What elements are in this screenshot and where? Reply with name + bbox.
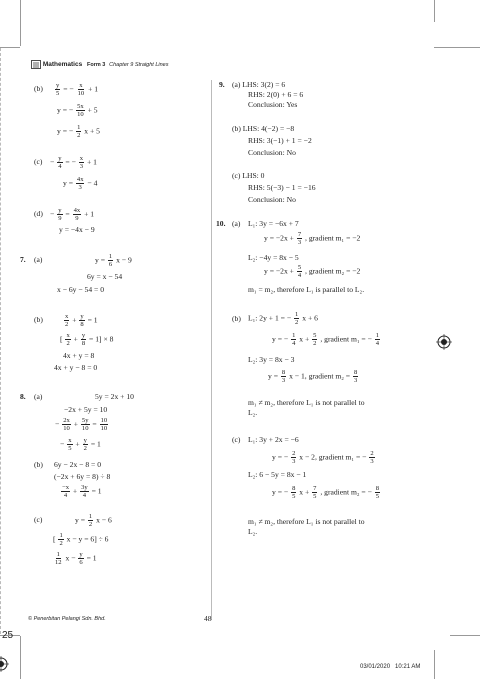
- equation-line: y = $\frac{4x}{3}$ − 4: [63, 176, 98, 191]
- equation-line: RHS: 2(0) + 6 = 6: [248, 90, 304, 99]
- equation-line: y = −2x + $\frac{5}{4}$ , gradient m₂ = −2: [264, 264, 361, 279]
- registration-target-icon: [0, 656, 9, 672]
- equation-line: L₁: 3y + 2x = −6: [248, 435, 299, 444]
- registration-target-icon: [436, 334, 452, 350]
- conclusion-text: Conclusion: No: [248, 148, 296, 157]
- part-label: (b): [34, 460, 43, 469]
- equation-line: − $\frac{y}{9}$ = $\frac{4x}{9}$ + 1: [50, 207, 95, 222]
- equation-line: y = − $\frac{1}{4}$ x + $\frac{5}{2}$ , gradient m₁ = − $\frac{1}{4}$: [272, 332, 380, 347]
- conclusion-text: L₂.: [248, 527, 258, 536]
- side-number: 25: [2, 630, 14, 641]
- part-label: (b): [232, 314, 241, 323]
- equation-line: L₂: −4y = 8x − 5: [248, 253, 299, 262]
- question-number: 10.: [216, 219, 226, 228]
- part-label: (b): [34, 315, 43, 324]
- part-label: (b): [34, 84, 43, 93]
- equation-line: 4x + y − 8 = 0: [54, 363, 98, 372]
- equation-line: 6y − 2x − 8 = 0: [54, 460, 102, 469]
- part-label: (a): [34, 392, 43, 401]
- equation-line: RHS: 3(−1) + 1 = −2: [248, 136, 312, 145]
- question-number: 7.: [20, 255, 26, 264]
- equation-line: (b) LHS: 4(−2) = −8: [232, 124, 295, 133]
- subject-title: Mathematics: [42, 61, 83, 69]
- equation-line: −2x + 5y = 10: [64, 405, 108, 414]
- publisher-credit: © Penerbitan Pelangi Sdn. Bhd.: [28, 616, 106, 622]
- equation-line: y = − $\frac{2}{3}$ x − 2, gradient m₁ = − $\frac{2}{3}$: [272, 450, 374, 465]
- conclusion-text: Conclusion: Yes: [248, 100, 298, 109]
- part-label: (c): [34, 157, 43, 166]
- equation-line: − $\frac{2x}{10}$ + $\frac{5y}{10}$ = $\frac{10}{10}$: [55, 417, 108, 432]
- conclusion-text: m₁ ≠ m₂, therefore L₁ is not parallel to: [248, 517, 365, 526]
- equation-line: y = − $\frac{5x}{10}$ + 5: [57, 103, 98, 118]
- page-header: [31, 60, 168, 69]
- crop-mark: [20, 636, 21, 679]
- part-label: (a): [232, 219, 241, 228]
- trim-line: [0, 48, 1, 634]
- equation-line: y = − $\frac{1}{2}$ x + 5: [57, 124, 100, 139]
- equation-line: y = − $\frac{8}{5}$ x + $\frac{7}{5}$ , gradient m₂ = − $\frac{8}{5}$: [272, 485, 380, 500]
- equation-line: y = $\frac{1}{2}$ x − 6: [75, 513, 112, 528]
- part-label: (c): [232, 435, 241, 444]
- equation-line: 4x + y = 8: [63, 351, 95, 360]
- equation-line: y = −2x + $\frac{7}{3}$ , gradient m₁ = −2: [264, 231, 361, 246]
- equation-line: x − 6y − 54 = 0: [57, 285, 105, 294]
- equation-line: 5y = 2x + 10: [95, 392, 134, 401]
- column-divider: [211, 80, 212, 620]
- equation-line: (−2x + 6y = 8) ÷ 8: [54, 472, 111, 481]
- equation-line: (c) LHS: 0: [232, 171, 265, 180]
- part-label: (d): [34, 209, 43, 218]
- equation-line: L₁: 2y + 1 = − $\frac{1}{2}$ x + 6: [248, 311, 318, 326]
- equation-line: y = −4x − 9: [59, 225, 95, 234]
- book-logo-icon: [31, 60, 41, 69]
- equation-line: 6y = x − 54: [87, 272, 123, 281]
- crop-mark: [434, 650, 435, 679]
- conclusion-text: Conclusion: No: [248, 195, 296, 204]
- equation-line: − $\frac{x}{5}$ + $\frac{y}{2}$ = 1: [60, 437, 101, 452]
- conclusion-text: L₂.: [248, 408, 258, 417]
- equation-line: [ $\frac{x}{2}$ + $\frac{y}{8}$ = 1] × 8: [60, 332, 114, 347]
- equation-line: y = $\frac{8}{3}$ x − 1, gradient m₂ = $\frac{8}{3}$: [268, 369, 358, 384]
- crop-mark: [0, 47, 20, 48]
- equation-line: (a) LHS: 3(2) = 6: [232, 80, 286, 89]
- equation-line: − $\frac{y}{4}$ = − $\frac{x}{3}$ + 1: [50, 155, 97, 170]
- chapter-label: Chapter 9 Straight Lines: [109, 62, 169, 69]
- equation-line: $\frac{x}{2}$ + $\frac{y}{8}$ = 1: [65, 313, 98, 328]
- crop-mark: [434, 0, 435, 22]
- equation-line: y = $\frac{1}{6}$ x − 9: [95, 253, 132, 268]
- crop-mark: [434, 47, 480, 48]
- equation-line: L₁: 3y = −6x + 7: [248, 219, 299, 228]
- equation-line: RHS: 5(−3) − 1 = −16: [248, 183, 316, 192]
- form-label: Form 3: [87, 62, 106, 69]
- crop-mark: [450, 635, 480, 636]
- equation-line: L₂: 3y = 8x − 3: [248, 355, 295, 364]
- conclusion-text: m₁ = m₂, therefore L₁ is parallel to L₂.: [248, 285, 365, 294]
- equation-line: $\frac{y}{5}$ = − $\frac{x}{10}$ + 1: [56, 82, 99, 97]
- page-number: 48: [204, 614, 212, 623]
- equation-line: $\frac{1}{12}$ x − $\frac{y}{6}$ = 1: [55, 551, 97, 566]
- part-label: (c): [34, 515, 43, 524]
- question-number: 9.: [219, 80, 225, 89]
- part-label: (a): [34, 255, 43, 264]
- equation-line: L₂: 6 − 5y = 8x − 1: [248, 470, 307, 479]
- print-timestamp: 03/01/2020 10:21 AM: [360, 664, 421, 670]
- crop-mark: [20, 0, 21, 46]
- question-number: 8.: [20, 392, 26, 401]
- equation-line: [ $\frac{1}{2}$ x − y = 6] ÷ 6: [53, 532, 109, 547]
- equation-line: $\frac{-x}{4}$ + $\frac{3y}{4}$ = 1: [62, 484, 102, 499]
- conclusion-text: m₁ ≠ m₂, therefore L₁ is not parallel to: [248, 398, 365, 407]
